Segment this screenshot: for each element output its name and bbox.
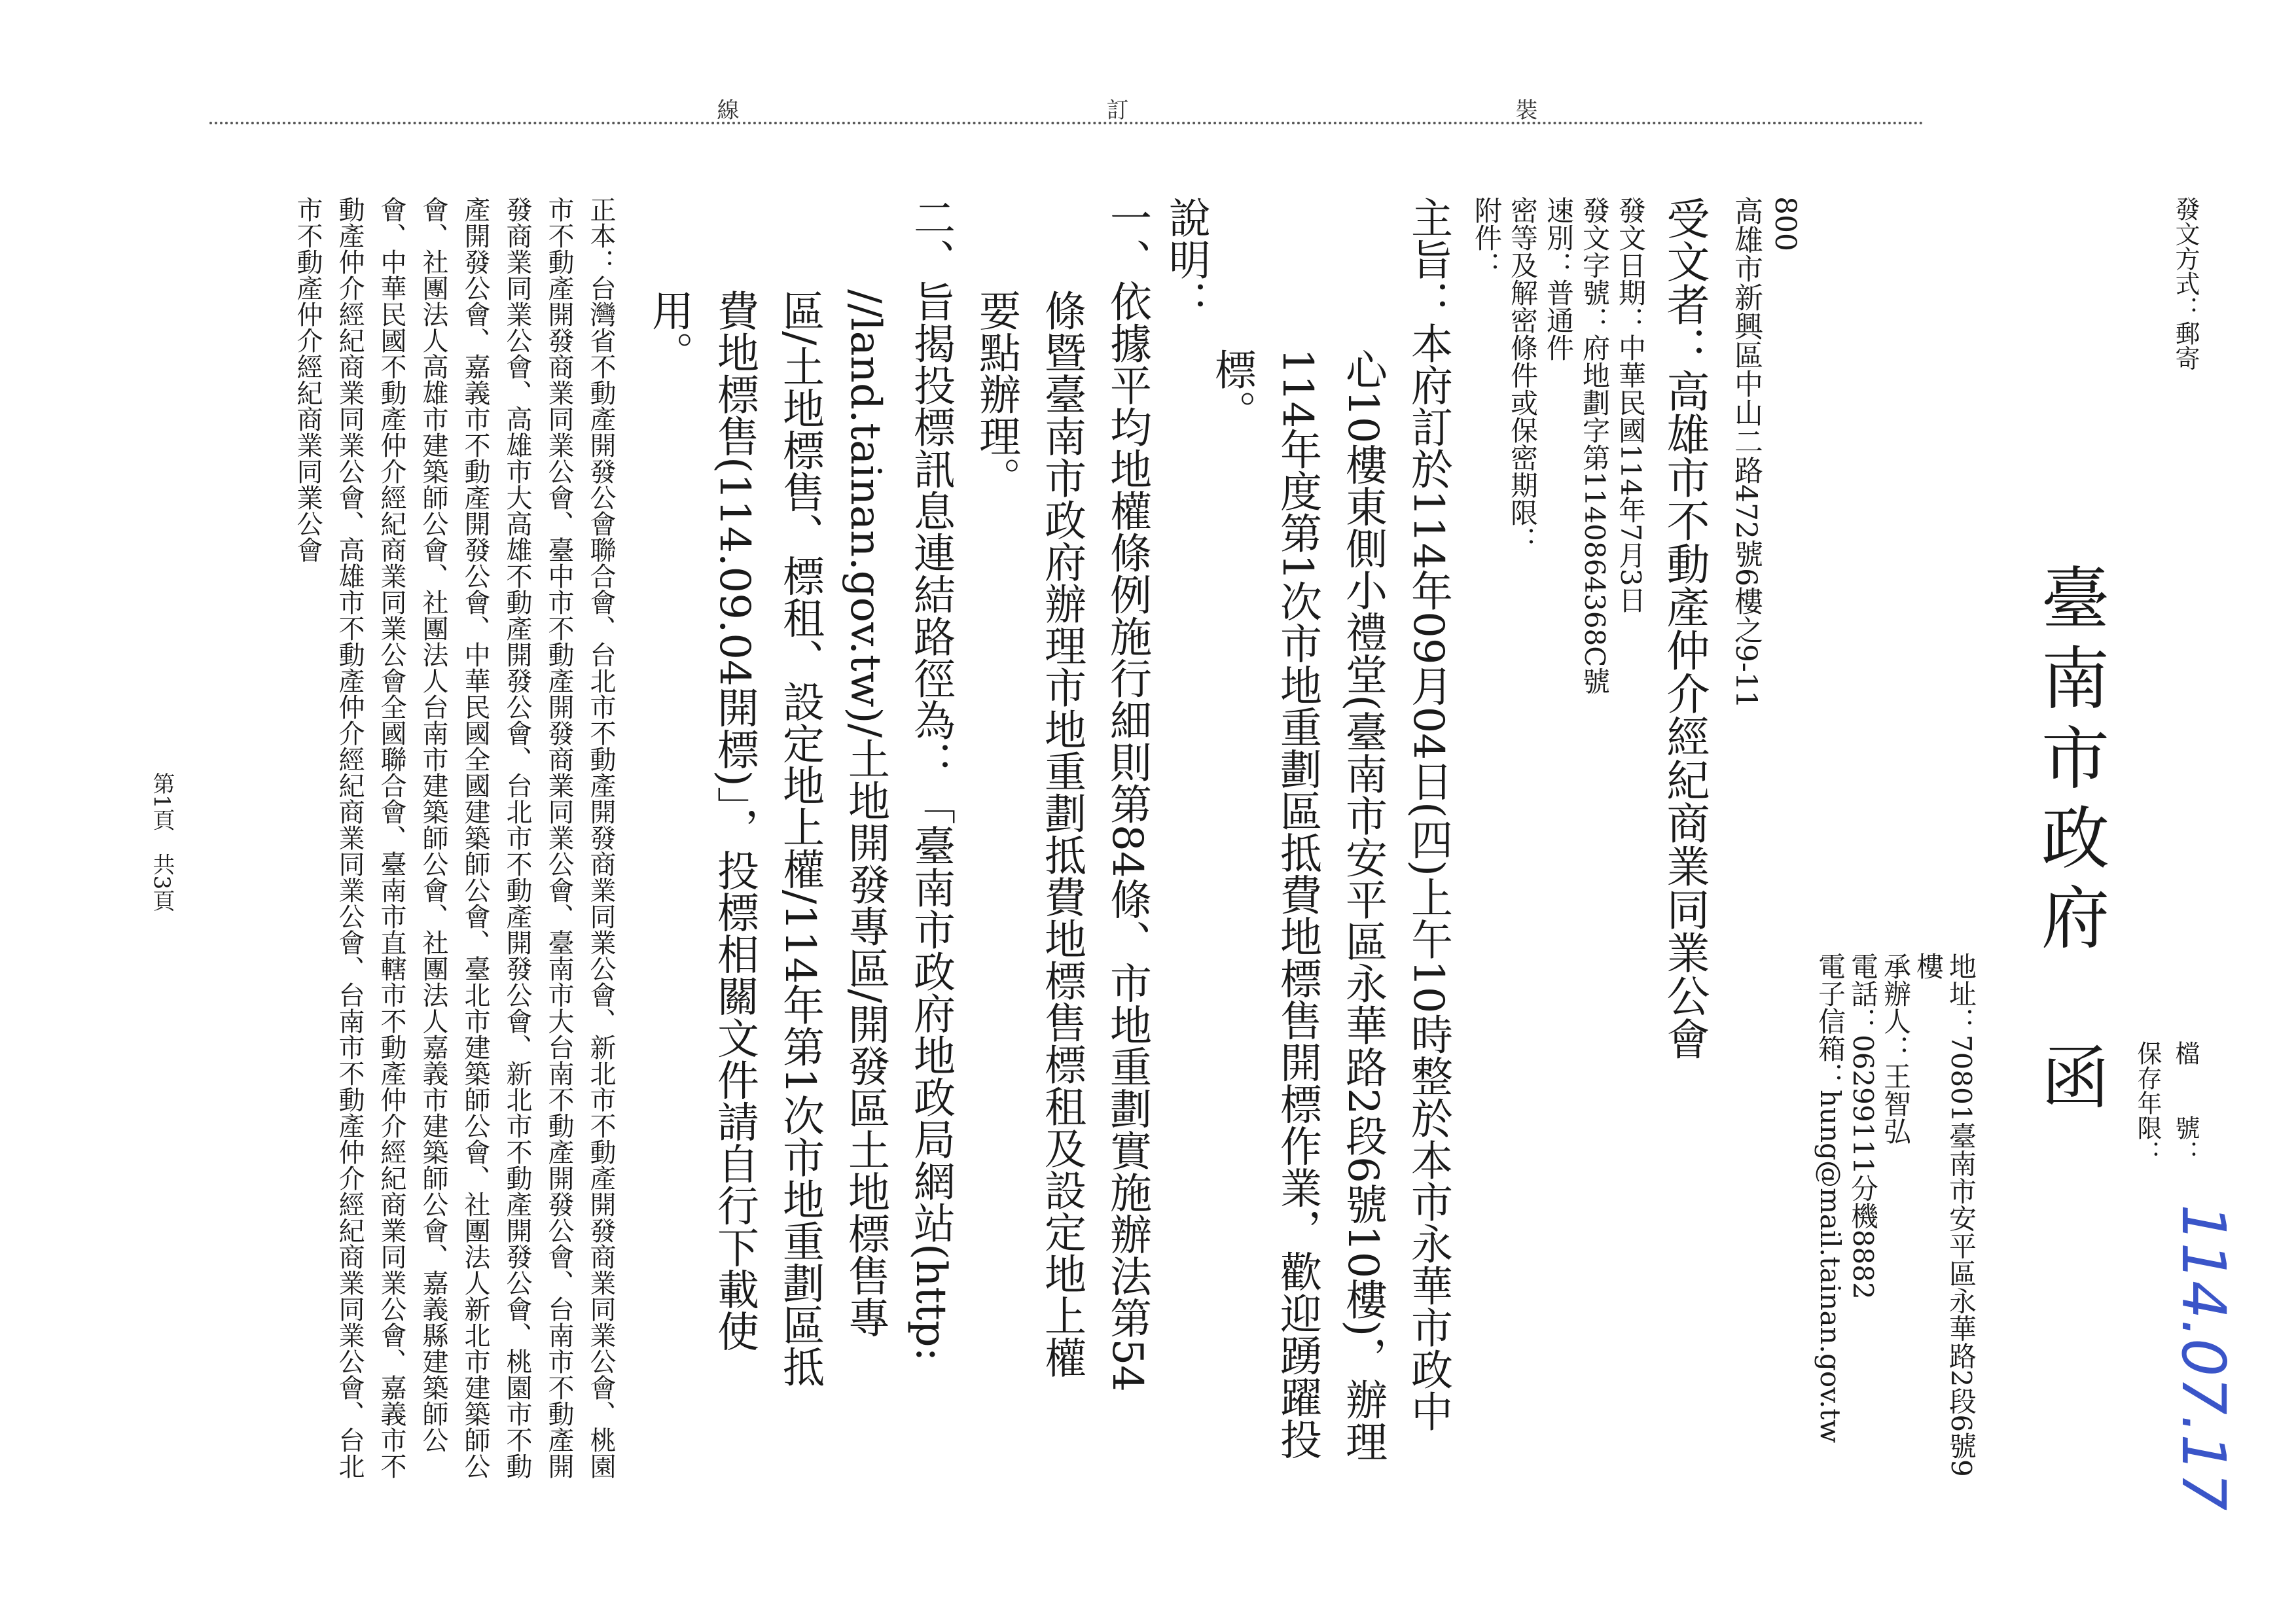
retention-label: 保存年限： (2133, 1041, 2162, 1165)
contact-person: 承辦人：王智弘 (1880, 952, 1912, 1145)
document-number: 發文字號：府地劃字第1140864368C號 (1579, 196, 1611, 695)
item2-line-4: 費地標售(114.09.04開標)」，投標相關文件請自行下載使 (710, 289, 759, 1352)
delivery-method: 發文方式：郵寄 (2171, 196, 2200, 370)
subject-line-4: 標。 (1208, 348, 1256, 432)
agency-address-cont: 樓 (1912, 952, 1945, 980)
item2-line-5: 用。 (645, 289, 693, 373)
file-number-label: 檔 號： (2171, 1041, 2200, 1165)
item1-line-1: 一、依據平均地權條例施行細則第84條、市地重劃實施辦法第54 (1103, 196, 1151, 1392)
postal-code: 800 (1768, 196, 1802, 251)
subject-line-1: 主旨：本府訂於114年09月04日(四)上午10時整於本市永華市政中 (1404, 196, 1452, 1433)
agency-title: 臺南市政府 函 (2030, 563, 2109, 1122)
cc-list: 正本：台灣省不動產開發公會聯合會、台北市不動產開發商業同業公會、新北市不動產開發商業同業公會、桃園市不動產開發商業同業公會、臺中市不動產開發商業同業公會、臺南市大台南不動產開發公會、台南市不動產開發商業同業公會、高雄市大高雄不動產開發公會、台北市不動產開發公會、新北市不動產開發公會、桃園市不動產開發公會、嘉義市不動產開發公會、中華民國全國建築師公會、臺北市建築師公會、社團法人新北市建築師公會、社團法人高雄市建築師公會、社團法人台南市建築師公會、社團法人嘉義市建築師公會、嘉義縣建築師公會、中華民國不動產仲介經紀商業同業公會全國聯合會、臺南市直轄市不動產仲介經紀商業同業公會、嘉義市不動產仲介經紀商業同業公會、高雄市不動產仲介經紀商業同業公會、台南市不動產仲介經紀商業同業公會、台北市不動產仲介經紀商業同業公會 (293, 196, 616, 1479)
subject-line-2: 心10樓東側小禮堂(臺南市安平區永華路2段6號10樓)，辦理 (1338, 348, 1387, 1463)
binding-mark-ding: 訂 (1102, 98, 1128, 120)
handwritten-date-text: 114.07.17 (2168, 1204, 2238, 1511)
subject-line-3: 114年度第1次市地重劃區抵費地標售開標作業，歡迎踴躍投 (1273, 348, 1321, 1460)
binding-mark-zhuang: 裝 (1511, 98, 1537, 120)
secrecy-level: 密等及解密條件或保密期限： (1507, 196, 1539, 554)
item2-line-3: 區/土地標售、標租、設定地上權/114年第1次市地重劃區抵 (776, 289, 824, 1387)
agency-address: 地址：70801臺南市安平區永華路2段6號9 (1945, 952, 1977, 1477)
item1-line-3: 要點辦理。 (972, 289, 1020, 499)
contact-email: 電子信箱：hung@mail.tainan.gov.tw (1814, 952, 1846, 1444)
binding-mark-xian: 線 (713, 98, 739, 120)
recipient: 受文者：高雄市不動產仲介經紀商業同業公會 (1659, 196, 1710, 1060)
speed-class: 速別：普通件 (1543, 196, 1575, 361)
recipient-address: 高雄市新興區中山二路472號6樓之9-11 (1729, 196, 1763, 709)
issue-date: 發文日期：中華民國114年7月3日 (1615, 196, 1647, 614)
explanation-label: 說明： (1162, 196, 1210, 322)
page-footer: 第1頁 共3頁 (149, 772, 175, 912)
binding-line (209, 122, 1924, 124)
attachment: 附件： (1471, 196, 1503, 279)
handwritten-date (2111, 1191, 2238, 1511)
contact-phone: 電話：06299111分機8882 (1847, 952, 1879, 1300)
item2-line-1: 二、旨揭投標訊息連結路徑為：「臺南市政府地政局網站(http: (906, 196, 955, 1362)
item1-line-2: 條暨臺南市政府辦理市地重劃抵費地標售標租及設定地上權 (1037, 289, 1086, 1378)
item2-line-2: //land.tainan.gov.tw)/土地開發專區/開發區土地標售專 (841, 289, 889, 1338)
